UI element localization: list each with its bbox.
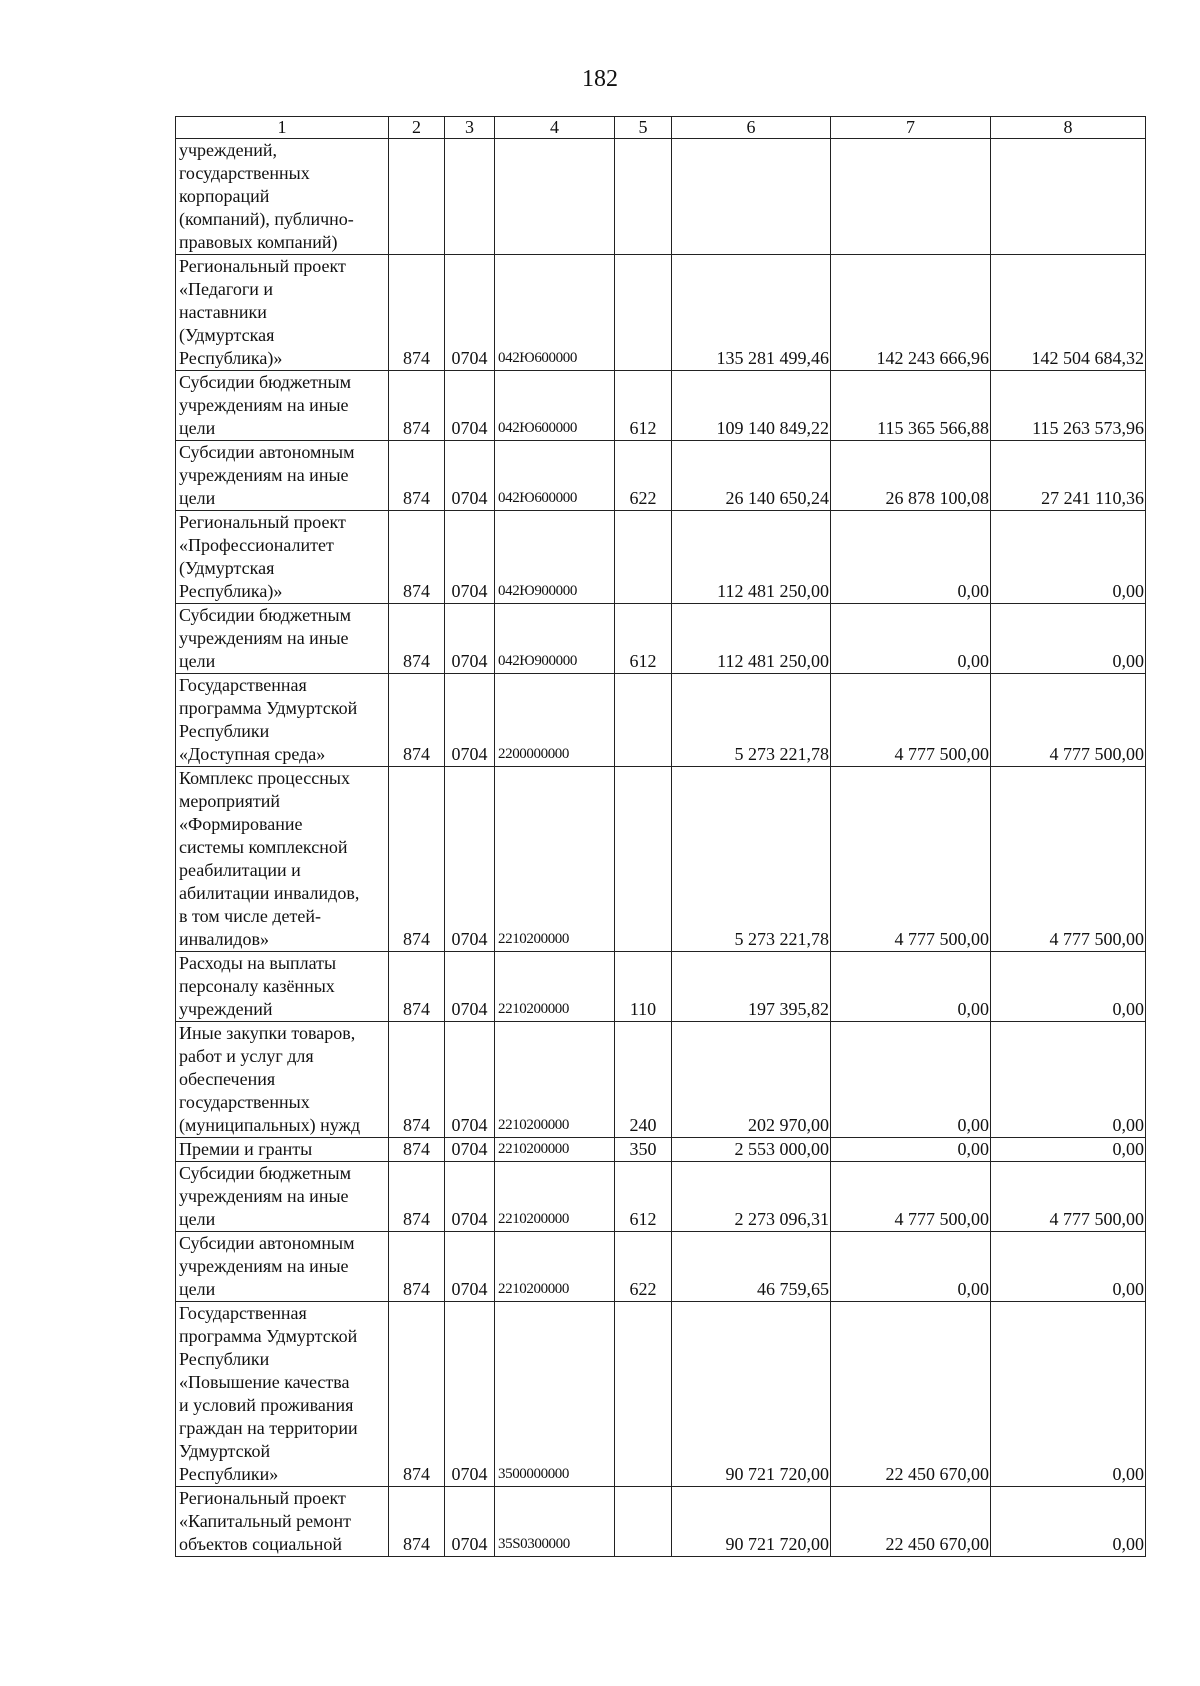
table-row (176, 1487, 1146, 1557)
cell-c5 (615, 255, 672, 371)
cell-c5 (615, 511, 672, 604)
cell-c3: 0704 (445, 1022, 495, 1138)
row-name-line: Иные закупки товаров, (179, 1023, 356, 1043)
cell-c3: 0704 (445, 1162, 495, 1232)
cell-c3: 0704 (445, 1138, 495, 1162)
row-name-line: «Профессионалитет (179, 535, 334, 555)
row-name-line: (Удмуртская (179, 325, 275, 345)
cell-c8: 4 777 500,00 (991, 674, 1146, 767)
cell-c8: 0,00 (991, 1487, 1146, 1557)
header-cell-8: 8 (991, 117, 1146, 139)
cell-c8: 0,00 (991, 1302, 1146, 1487)
cell-c8: 0,00 (991, 511, 1146, 604)
cell-c5: 622 (615, 1232, 672, 1302)
cell-c4: 35S0300000 (495, 1487, 615, 1557)
cell-c5 (615, 139, 672, 255)
row-name-line: Государственная (179, 1303, 307, 1323)
cell-c6: 202 970,00 (672, 1022, 831, 1138)
cell-c8: 142 504 684,32 (991, 255, 1146, 371)
cell-c2: 874 (389, 1232, 445, 1302)
cell-c3: 0704 (445, 255, 495, 371)
header-cell-7: 7 (831, 117, 991, 139)
row-name-line: правовых компаний) (179, 232, 338, 252)
row-name-line: инвалидов» (179, 929, 269, 949)
cell-c8: 4 777 500,00 (991, 767, 1146, 952)
cell-c6: 90 721 720,00 (672, 1487, 831, 1557)
row-name-line: персоналу казённых (179, 976, 335, 996)
row-name-line: мероприятий (179, 791, 281, 811)
cell-c5 (615, 674, 672, 767)
row-name-line: системы комплексной (179, 837, 348, 857)
row-name-line: Республика)» (179, 581, 283, 601)
cell-c4: 042Ю600000 (495, 371, 615, 441)
row-name-line: объектов социальной (179, 1534, 343, 1554)
cell-c2 (389, 139, 445, 255)
row-name-line: граждан на территории (179, 1418, 358, 1438)
row-name-cell (176, 255, 389, 371)
cell-c6: 197 395,82 (672, 952, 831, 1022)
row-name-cell (176, 371, 389, 441)
cell-c6: 2 273 096,31 (672, 1162, 831, 1232)
cell-c4: 2210200000 (495, 1232, 615, 1302)
table-row (176, 441, 1146, 511)
cell-c8: 115 263 573,96 (991, 371, 1146, 441)
row-name-line: цели (179, 418, 216, 438)
row-name-line: наставники (179, 302, 267, 322)
cell-c2: 874 (389, 767, 445, 952)
row-name-line: «Педагоги и (179, 279, 273, 299)
cell-c7: 0,00 (831, 952, 991, 1022)
cell-c2: 874 (389, 255, 445, 371)
cell-c7: 22 450 670,00 (831, 1487, 991, 1557)
row-name-cell (176, 1022, 389, 1138)
row-name-line: абилитации инвалидов, (179, 883, 360, 903)
cell-c7: 22 450 670,00 (831, 1302, 991, 1487)
row-name-line: в том числе детей- (179, 906, 321, 926)
cell-c3: 0704 (445, 1302, 495, 1487)
cell-c4: 042Ю900000 (495, 604, 615, 674)
row-name-line: Республики (179, 721, 270, 741)
row-name-line: Субсидии бюджетным (179, 605, 352, 625)
cell-c2: 874 (389, 1162, 445, 1232)
header-cell-1: 1 (176, 117, 389, 139)
cell-c5 (615, 1302, 672, 1487)
row-name-line: учреждениям на иные (179, 395, 349, 415)
row-name-line: Республика)» (179, 348, 283, 368)
cell-c2: 874 (389, 952, 445, 1022)
row-name-cell (176, 1162, 389, 1232)
cell-c8: 0,00 (991, 1138, 1146, 1162)
cell-c4: 3500000000 (495, 1302, 615, 1487)
cell-c3: 0704 (445, 441, 495, 511)
row-name-cell (176, 952, 389, 1022)
row-name-line: цели (179, 488, 216, 508)
row-name-line: «Доступная среда» (179, 744, 326, 764)
cell-c7: 0,00 (831, 1232, 991, 1302)
cell-c7: 4 777 500,00 (831, 674, 991, 767)
cell-c6: 46 759,65 (672, 1232, 831, 1302)
cell-c4: 042Ю900000 (495, 511, 615, 604)
cell-c7: 0,00 (831, 604, 991, 674)
row-name-line: государственных (179, 163, 310, 183)
row-name-line: цели (179, 651, 216, 671)
row-name-line: учреждениям на иные (179, 1186, 349, 1206)
cell-c6: 5 273 221,78 (672, 767, 831, 952)
cell-c6: 90 721 720,00 (672, 1302, 831, 1487)
cell-c3: 0704 (445, 604, 495, 674)
cell-c3: 0704 (445, 371, 495, 441)
cell-c6: 26 140 650,24 (672, 441, 831, 511)
row-name-cell (176, 1138, 389, 1162)
header-cell-6: 6 (672, 117, 831, 139)
row-name-line: реабилитации и (179, 860, 301, 880)
table-row (176, 139, 1146, 255)
header-cell-5: 5 (615, 117, 672, 139)
row-name-line: программа Удмуртской (179, 1326, 358, 1346)
cell-c6: 112 481 250,00 (672, 511, 831, 604)
cell-c4: 2210200000 (495, 1138, 615, 1162)
cell-c3 (445, 139, 495, 255)
row-name-line: «Повышение качества (179, 1372, 350, 1392)
table-row (176, 767, 1146, 952)
cell-c6: 112 481 250,00 (672, 604, 831, 674)
cell-c7: 4 777 500,00 (831, 767, 991, 952)
row-name-line: Республики» (179, 1464, 279, 1484)
cell-c7: 0,00 (831, 511, 991, 604)
row-name-cell (176, 1232, 389, 1302)
row-name-line: программа Удмуртской (179, 698, 358, 718)
row-name-line: Комплекс процессных (179, 768, 350, 788)
row-name-line: Субсидии автономным (179, 442, 355, 462)
cell-c4: 042Ю600000 (495, 255, 615, 371)
header-cell-2: 2 (389, 117, 445, 139)
cell-c2: 874 (389, 371, 445, 441)
cell-c2: 874 (389, 604, 445, 674)
cell-c6 (672, 139, 831, 255)
table-row (176, 604, 1146, 674)
cell-c2: 874 (389, 674, 445, 767)
row-name-line: учреждений, (179, 140, 278, 160)
row-name-line: учреждениям на иные (179, 628, 349, 648)
table-row (176, 952, 1146, 1022)
row-name-cell (176, 139, 389, 255)
cell-c8: 0,00 (991, 952, 1146, 1022)
row-name-cell (176, 441, 389, 511)
row-name-cell (176, 674, 389, 767)
cell-c6: 2 553 000,00 (672, 1138, 831, 1162)
row-name-cell (176, 767, 389, 952)
row-name-line: «Капитальный ремонт (179, 1511, 351, 1531)
cell-c4: 2200000000 (495, 674, 615, 767)
row-name-cell (176, 511, 389, 604)
row-name-cell (176, 604, 389, 674)
budget-table (175, 116, 1146, 1557)
row-name-line: и условий проживания (179, 1395, 354, 1415)
cell-c7: 115 365 566,88 (831, 371, 991, 441)
cell-c5 (615, 1487, 672, 1557)
row-name-line: Субсидии бюджетным (179, 1163, 352, 1183)
cell-c3: 0704 (445, 952, 495, 1022)
row-name-line: Государственная (179, 675, 307, 695)
cell-c5: 612 (615, 371, 672, 441)
row-name-line: Региональный проект (179, 1488, 346, 1508)
cell-c5: 622 (615, 441, 672, 511)
cell-c8: 0,00 (991, 1022, 1146, 1138)
cell-c4 (495, 139, 615, 255)
row-name-line: (компаний), публично- (179, 209, 354, 229)
row-name-line: Субсидии бюджетным (179, 372, 352, 392)
row-name-line: «Формирование (179, 814, 303, 834)
row-name-line: обеспечения (179, 1069, 276, 1089)
cell-c6: 135 281 499,46 (672, 255, 831, 371)
table-row (176, 1022, 1146, 1138)
table-row (176, 511, 1146, 604)
cell-c4: 2210200000 (495, 1022, 615, 1138)
row-name-cell (176, 1302, 389, 1487)
cell-c3: 0704 (445, 1232, 495, 1302)
row-name-line: корпораций (179, 186, 270, 206)
cell-c3: 0704 (445, 767, 495, 952)
row-name-line: Премии и гранты (179, 1139, 313, 1159)
row-name-line: цели (179, 1279, 216, 1299)
cell-c7 (831, 139, 991, 255)
table-row (176, 1302, 1146, 1487)
cell-c4: 2210200000 (495, 952, 615, 1022)
cell-c2: 874 (389, 1487, 445, 1557)
header-cell-4: 4 (495, 117, 615, 139)
row-name-line: Региональный проект (179, 256, 346, 276)
table-row (176, 371, 1146, 441)
cell-c7: 142 243 666,96 (831, 255, 991, 371)
cell-c3: 0704 (445, 511, 495, 604)
cell-c8: 0,00 (991, 604, 1146, 674)
cell-c2: 874 (389, 1302, 445, 1487)
row-name-line: цели (179, 1209, 216, 1229)
table-row (176, 674, 1146, 767)
cell-c5: 612 (615, 604, 672, 674)
row-name-line: Региональный проект (179, 512, 346, 532)
cell-c4: 2210200000 (495, 1162, 615, 1232)
page-number: 182 (582, 66, 618, 92)
row-name-line: учреждениям на иные (179, 465, 349, 485)
table-row (176, 1162, 1146, 1232)
cell-c8: 27 241 110,36 (991, 441, 1146, 511)
cell-c4: 2210200000 (495, 767, 615, 952)
table-row (176, 1138, 1146, 1162)
cell-c2: 874 (389, 441, 445, 511)
cell-c2: 874 (389, 511, 445, 604)
table-body (176, 117, 1146, 1557)
cell-c5 (615, 767, 672, 952)
row-name-line: учреждениям на иные (179, 1256, 349, 1276)
row-name-line: учреждений (179, 999, 273, 1019)
header-row (176, 117, 1146, 139)
cell-c7: 26 878 100,08 (831, 441, 991, 511)
cell-c5: 240 (615, 1022, 672, 1138)
cell-c8: 4 777 500,00 (991, 1162, 1146, 1232)
row-name-line: Удмуртской (179, 1441, 271, 1461)
row-name-cell (176, 1487, 389, 1557)
cell-c7: 0,00 (831, 1138, 991, 1162)
cell-c5: 350 (615, 1138, 672, 1162)
row-name-line: государственных (179, 1092, 310, 1112)
row-name-line: Субсидии автономным (179, 1233, 355, 1253)
cell-c2: 874 (389, 1022, 445, 1138)
row-name-line: Республики (179, 1349, 270, 1369)
cell-c6: 109 140 849,22 (672, 371, 831, 441)
row-name-line: (Удмуртская (179, 558, 275, 578)
cell-c4: 042Ю600000 (495, 441, 615, 511)
cell-c3: 0704 (445, 1487, 495, 1557)
cell-c8: 0,00 (991, 1232, 1146, 1302)
cell-c3: 0704 (445, 674, 495, 767)
cell-c2: 874 (389, 1138, 445, 1162)
table-row (176, 1232, 1146, 1302)
row-name-line: Расходы на выплаты (179, 953, 337, 973)
cell-c5: 612 (615, 1162, 672, 1232)
row-name-line: (муниципальных) нужд (179, 1115, 361, 1135)
cell-c6: 5 273 221,78 (672, 674, 831, 767)
cell-c8 (991, 139, 1146, 255)
cell-c7: 0,00 (831, 1022, 991, 1138)
cell-c7: 4 777 500,00 (831, 1162, 991, 1232)
table-row (176, 255, 1146, 371)
row-name-line: работ и услуг для (179, 1046, 314, 1066)
cell-c5: 110 (615, 952, 672, 1022)
header-cell-3: 3 (445, 117, 495, 139)
